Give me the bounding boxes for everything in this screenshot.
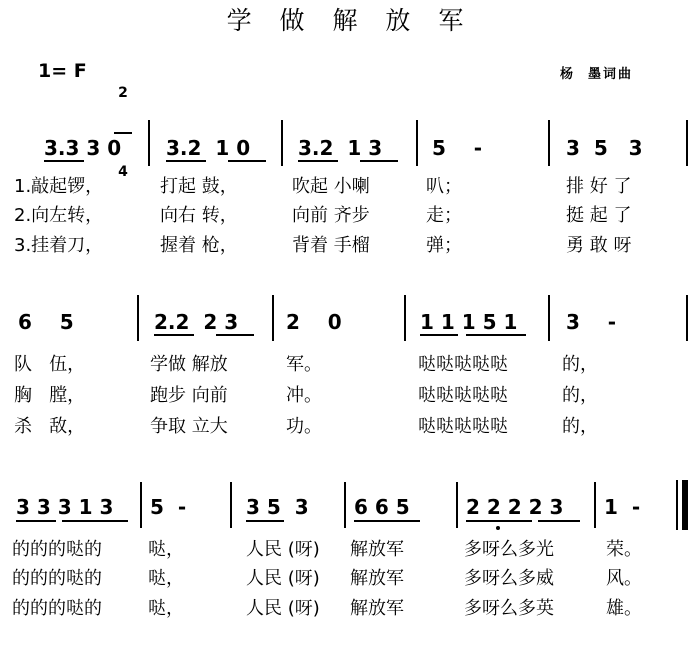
meter-top: 2 xyxy=(118,85,128,101)
beam-underline xyxy=(62,520,128,522)
lyric: 人民 (呀) xyxy=(246,539,320,560)
notes-measure: 5 - xyxy=(150,495,187,519)
lyric: 雄。 xyxy=(606,598,642,619)
lyric: 功。 xyxy=(286,416,322,437)
lyric: 勇 敢 呀 xyxy=(566,235,632,256)
lyric: 杀 敌， xyxy=(14,416,86,437)
lyric: 的， xyxy=(562,354,598,375)
beam-underline xyxy=(166,160,206,162)
key-signature: 1= F xyxy=(38,60,87,82)
lyric: 人民 (呀) xyxy=(246,568,320,589)
lyric: 学做 解放 xyxy=(150,354,228,375)
lyric: 解放军 xyxy=(350,539,404,560)
author-credit: 杨 墨词曲 xyxy=(560,67,634,82)
beam-underline xyxy=(228,160,266,162)
barline xyxy=(548,120,550,166)
notes-measure: 2 0 xyxy=(286,310,342,334)
lyric: 叭； xyxy=(426,176,462,197)
barline xyxy=(416,120,418,166)
notes-measure: 5 - xyxy=(432,136,483,160)
notes-measure: 3.2 1 0 xyxy=(166,136,251,160)
meter-bottom: 4 xyxy=(118,164,128,180)
lyric: 胸 膛， xyxy=(14,385,86,406)
lyric: 3.挂着刀， xyxy=(14,235,104,256)
barline xyxy=(686,295,688,341)
lyric: 向前 齐步 xyxy=(292,205,370,226)
lyric: 哒， xyxy=(148,539,184,560)
lyric: 的， xyxy=(562,385,598,406)
lyric: 吹起 小喇 xyxy=(292,176,370,197)
low-octave-dot xyxy=(496,526,500,530)
lyric: 哒哒哒哒哒 xyxy=(418,354,508,375)
beam-underline xyxy=(44,160,84,162)
notes-measure: 3.2 1 3 xyxy=(298,136,383,160)
lyric: 哒哒哒哒哒 xyxy=(418,416,508,437)
lyric: 的的的哒的 xyxy=(12,598,102,619)
lyric: 多呀么多威 xyxy=(464,568,554,589)
lyric: 争取 立大 xyxy=(150,416,228,437)
final-barline-thick xyxy=(682,480,688,530)
barline xyxy=(594,482,596,528)
notes-measure: 3 5 3 xyxy=(566,136,643,160)
lyric: 解放军 xyxy=(350,568,404,589)
notes-measure: 3 - xyxy=(566,310,617,334)
lyric: 握着 枪， xyxy=(160,235,238,256)
lyric: 背着 手榴 xyxy=(292,235,370,256)
lyric: 挺 起 了 xyxy=(566,205,632,226)
lyric: 的， xyxy=(562,416,598,437)
lyric: 排 好 了 xyxy=(566,176,632,197)
beam-underline xyxy=(154,334,194,336)
lyric: 1.敲起锣， xyxy=(14,176,104,197)
beam-underline xyxy=(420,334,458,336)
beam-underline xyxy=(16,520,56,522)
barline xyxy=(148,120,150,166)
beam-underline xyxy=(360,160,398,162)
barline xyxy=(281,120,283,166)
lyric: 多呀么多光 xyxy=(464,539,554,560)
lyric: 多呀么多英 xyxy=(464,598,554,619)
lyric: 弹； xyxy=(426,235,462,256)
lyric: 哒， xyxy=(148,568,184,589)
barline xyxy=(137,295,139,341)
beam-underline xyxy=(246,520,284,522)
notes-measure: 2.2 2 3 xyxy=(154,310,239,334)
lyric: 打起 鼓， xyxy=(160,176,238,197)
barline xyxy=(686,120,688,166)
beam-underline xyxy=(466,520,532,522)
notes-measure: 1 - xyxy=(604,495,641,519)
lyric: 风。 xyxy=(606,568,642,589)
lyric: 跑步 向前 xyxy=(150,385,228,406)
lyric: 军。 xyxy=(286,354,322,375)
beam-underline xyxy=(538,520,580,522)
notes-measure: 3 5 3 xyxy=(246,495,309,519)
barline xyxy=(272,295,274,341)
barline xyxy=(456,482,458,528)
beam-underline xyxy=(216,334,254,336)
barline xyxy=(548,295,550,341)
notes-measure: 3.3 3 0 xyxy=(44,136,122,160)
lyric: 哒， xyxy=(148,598,184,619)
beam-underline xyxy=(466,334,526,336)
beam-underline xyxy=(298,160,338,162)
final-barline-thin xyxy=(676,480,678,530)
barline xyxy=(140,482,142,528)
notes-measure: 6 5 xyxy=(18,310,74,334)
lyric: 荣。 xyxy=(606,539,642,560)
lyric: 人民 (呀) xyxy=(246,598,320,619)
time-signature xyxy=(114,56,132,195)
page-title: 学 做 解 放 军 xyxy=(226,6,474,35)
notes-measure: 3 3 3 1 3 xyxy=(16,495,114,519)
notes-measure: 1 1 1 5 1 xyxy=(420,310,518,334)
lyric: 2.向左转， xyxy=(14,205,104,226)
barline xyxy=(404,295,406,341)
lyric: 哒哒哒哒哒 xyxy=(418,385,508,406)
lyric: 冲。 xyxy=(286,385,322,406)
meter-line xyxy=(114,132,132,134)
barline xyxy=(230,482,232,528)
barline xyxy=(344,482,346,528)
lyric: 的的的哒的 xyxy=(12,568,102,589)
beam-underline xyxy=(354,520,420,522)
lyric: 走； xyxy=(426,205,462,226)
lyric: 的的的哒的 xyxy=(12,539,102,560)
notes-measure: 6 6 5 xyxy=(354,495,410,519)
lyric: 解放军 xyxy=(350,598,404,619)
notes-measure: 2 2 2 2 3 xyxy=(466,495,564,519)
lyric: 向右 转， xyxy=(160,205,238,226)
lyric: 队 伍， xyxy=(14,354,86,375)
